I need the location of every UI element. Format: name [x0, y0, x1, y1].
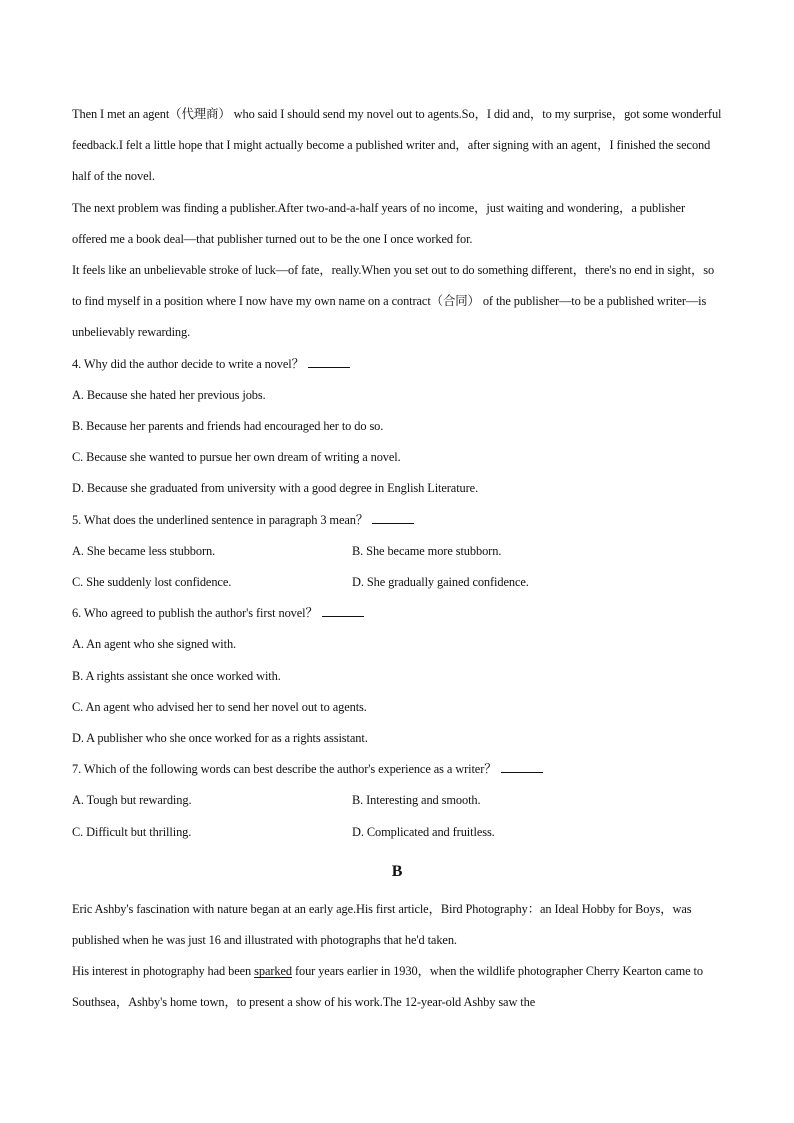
question-4	[72, 349, 722, 380]
question-4-stem: 4. Why did the author decide to write a novel？	[72, 356, 304, 371]
underlined-word-sparked: sparked	[254, 964, 292, 979]
passage-a-paragraph-3: It feels like an unbelievable stroke of luck—of fate，really.When you set out to do something different，there's no end in sight，so to find myself in a position where I now have my own name on a contract（合同） of the publisher—to be a published writer—is unbelievably rewarding.	[72, 263, 715, 340]
question-4-answer-blank[interactable]	[308, 366, 350, 368]
question-7-option-c: C. Difficult but thrilling.	[72, 824, 192, 839]
question-7-option-b: B. Interesting and smooth.	[352, 793, 481, 808]
passage-b-p2-before: His interest in photography had been	[72, 964, 255, 979]
question-7-answer-blank[interactable]	[501, 771, 543, 773]
page-content	[72, 99, 722, 1019]
question-6-option-c: C. An agent who advised her to send her novel out to agents.	[72, 699, 367, 714]
question-7-option-a: A. Tough but rewarding.	[72, 793, 192, 808]
question-5	[72, 505, 722, 536]
question-6-option-b: B. A rights assistant she once worked with.	[72, 668, 281, 683]
passage-a-paragraph-2: The next problem was finding a publisher.After two-and-a-half years of no income，just waiting and wondering，a publisher offered me a book deal—that publisher turned out to be the one I once worked for.	[72, 200, 685, 246]
question-5-option-c: C. She suddenly lost confidence.	[72, 575, 232, 590]
passage-b-paragraph-1: Eric Ashby's fascination with nature began at an early age.His first article，Bird Photography：an Ideal Hobby for Boys，was published when he was just 16 and illustrated with photographs that he'd taken.	[72, 901, 692, 948]
question-5-option-a: A. She became less stubborn.	[72, 543, 216, 558]
question-4-option-c: C. Because she wanted to pursue her own dream of writing a novel.	[72, 450, 401, 465]
passage-b-paragraph-2	[72, 956, 722, 1018]
passage-b-p2-after: four years earlier in 1930，when the wildlife photographer Cherry Kearton came to Southsea，Ashby's home town，to present a show of his work.The 12-year-old Ashby saw the	[72, 964, 703, 1010]
question-6-stem: 6. Who agreed to publish the author's first novel？	[72, 606, 318, 621]
question-6	[72, 598, 722, 629]
question-7-options-row-2	[72, 817, 722, 848]
question-5-option-d: D. She gradually gained confidence.	[352, 575, 529, 590]
question-6-answer-blank[interactable]	[322, 615, 364, 617]
question-6-option-a: A. An agent who she signed with.	[72, 637, 237, 652]
question-5-options-row-2	[72, 567, 722, 598]
question-4-option-a: A. Because she hated her previous jobs.	[72, 387, 266, 402]
question-6-option-d: D. A publisher who she once worked for as a rights assistant.	[72, 731, 368, 746]
passage-a-paragraph-1: Then I met an agent（代理商） who said I should send my novel out to agents.So，I did and，to my surprise，got some wonderful feedback.I felt a little hope that I might actually become a published writer and，after signing with an agent，I finished the second half of the novel.	[72, 107, 722, 184]
question-5-options-row-1	[72, 536, 722, 567]
question-7-stem: 7. Which of the following words can best describe the author's experience as a writer？	[72, 762, 497, 777]
question-5-answer-blank[interactable]	[372, 522, 414, 524]
question-4-option-d: D. Because she graduated from university with a good degree in English Literature.	[72, 481, 479, 496]
question-5-option-b: B. She became more stubborn.	[352, 543, 502, 558]
question-7-option-d: D. Complicated and fruitless.	[352, 824, 495, 839]
question-5-stem: 5. What does the underlined sentence in paragraph 3 mean？	[72, 512, 369, 527]
question-7-options-row-1	[72, 785, 722, 816]
section-b-heading: B	[391, 862, 403, 880]
question-7	[72, 754, 722, 785]
question-4-option-b: B. Because her parents and friends had encouraged her to do so.	[72, 419, 384, 434]
